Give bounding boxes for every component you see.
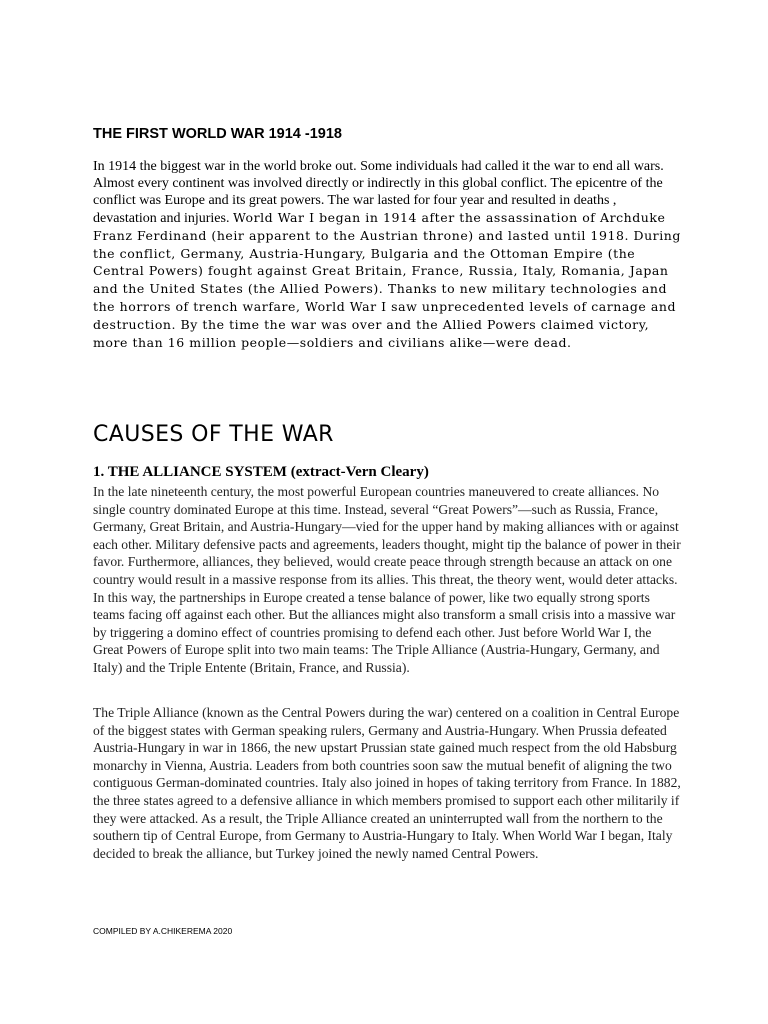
sub-heading: 1. THE ALLIANCE SYSTEM (extract-Vern Cleary) [93,464,429,480]
section-heading: CAUSES OF THE WAR [93,422,334,447]
intro-paragraph [93,159,683,353]
intro-rest-text: World War I began in 1914 after the assassination of Archduke Franz Ferdinand (heir apparent to the Austrian throne) and lasted until 1918. During the conflict, Germany, Austria-Hungary, Bulgaria and the Ottoman Empire (the Central Powers) fought against Great Britain, France, Russia, Italy, Romania, Japan and the United States (the Allied Powers). Thanks to new military technologies and the horrors of trench warfare, World War I saw unprecedented levels of carnage and destruction. By the time the war was over and the Allied Powers claimed victory, more than 16 million people—soldiers and civilians alike—were dead. [93,209,681,351]
body-paragraph-2: The Triple Alliance (known as the Central Powers during the war) centered on a coalition in Central Europe of the biggest states with German speaking rulers, Germany and Austria-Hungary. When Prussia defeated Austria-Hungary in war in 1866, the new upstart Prussian state gained much respect from the old Habsburg monarchy in Vienna, Austria. Leaders from both countries soon saw the mutual benefit of aligning the two contiguous German-dominated countries. Italy also joined in hopes of taking territory from France. In 1882, the three states agreed to a defensive alliance in which members promised to support each other militarily if they were attacked. As a result, the Triple Alliance created an uninterrupted wall from the northern to the southern tip of Central Europe, from Germany to Austria-Hungary to Italy. When World War I began, Italy decided to break the alliance, but Turkey joined the newly named Central Powers. [93,705,681,861]
document-title: THE FIRST WORLD WAR 1914 -1918 [93,126,342,142]
page-footer: COMPILED BY A.CHIKEREMA 2020 [93,926,233,936]
body-paragraph-1: In the late nineteenth century, the most powerful European countries maneuvered to create alliances. No single country dominated Europe at this time. Instead, several “Great Powers”—such as Russia, France, Germany, Great Britain, and Austria-Hungary—vied for the upper hand by making alliances with or against each other. Military defensive pacts and agreements, leaders thought, might tip the balance of power in their favor. Furthermore, alliances, they believed, would create peace through strength because an attack on one country would result in a massive response from its allies. This threat, the theory went, would deter attacks. In this way, the partnerships in Europe created a tense balance of power, like two equally strong sports teams facing off against each other. But the alliances might also transform a small crisis into a massive war by triggering a domino effect of countries promising to defend each other. Just before World War I, the Great Powers of Europe split into two main teams: The Triple Alliance (Austria-Hungary, Germany, and Italy) and the Triple Entente (Britain, France, and Russia). [93,484,681,675]
intro-lead-text: In 1914 the biggest war in the world broke out. Some individuals had called it the war to end all wars. Almost every continent was involved directly or indirectly in this global conflict. The epicentre of the conflict was Europe and its great powers. The war lasted for four year and resulted in deaths , devastation and injuries. [93,159,664,226]
